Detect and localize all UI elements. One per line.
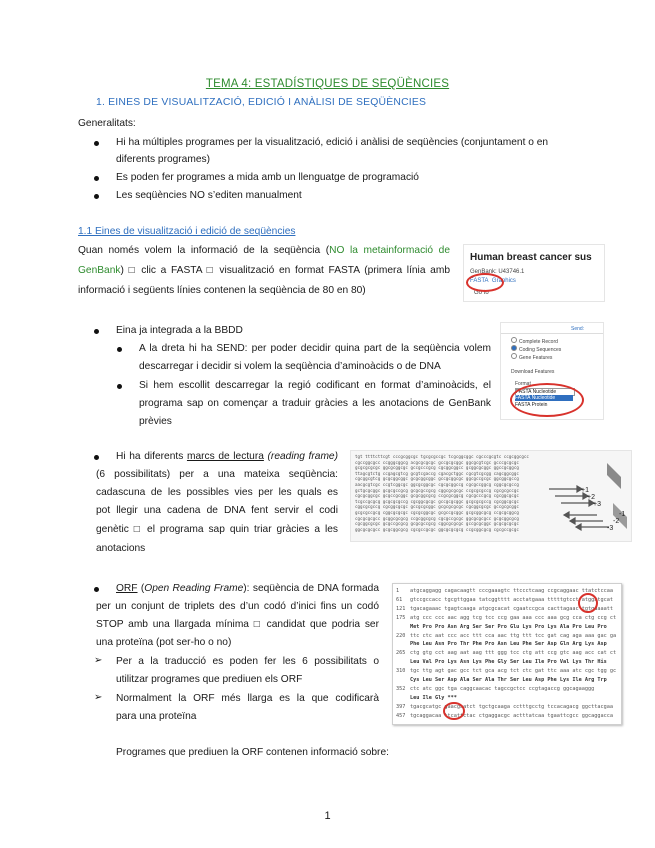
row-sequence: Leu Ile Gly *** (410, 694, 457, 701)
list-item: Per a la traducció es poden fer les 6 possibilitats o (116, 656, 379, 667)
row-sequence: Met Pro Pro Asn Arg Ser Ser Pro Glu Lys Pro Lys Ala Pro Leu Pro (410, 623, 607, 630)
list-item: A la dreta hi ha SEND: per poder decidir quina part de la seqüència volem (139, 343, 491, 354)
sequence-text-block: tgt ttttcttcgt cccgcggcgc tgcgcgccgc tcgcggcggc cgcccgcgtc ccgcggcgcc cgccggcgcc ccgggcggcg acgcgcgcgc gccgcgcggc ggcgcgtcgc gcccgcgcgc gcgcgcgcgc ggcgcggcgc gccgcccgcg cgcggcggcc gcggcgcggc ggccgcggcg ttagcgtctg ccgagcgtcg gcgtcgaccg cgacgctggc cgcgtcgcgg cagcggcggc cgcggcgtcg gcgcggcggc gcgcggcggc gccgcggcgc ggcgccgcgc ggcggcgccg aacgcgtcgc ccgtcggcgc ggcgcggcgc cgcgcggccg cgcgccggcg cggcgcgccg gctgcgcggc gcgcgccgcg gcgcgccgcg cggcgcgcgc ccgcgcgccg cgcgcgccgc cgcgcggcgc gcgccgcggc gcgcggcgcg ccgcgcggcg cgcgcccgcg cgcggcgcgc tcgccgcgcg gcgcgcgccg cgcggcgcgc gccgcgcggc gcgcgcgccg cgcggcgcgc cggcgcgccg cgcggcgcgc gccgcgcggc gcgcgcgcgc cgcggcgcgc gccgcgcggc gcgcgccgcg cggcgcgcgc cgcgcggcgc gcgccgcggc gcgcggcgcg ccgcgcggcg cgcgcgcgcc gcggcgcgcg ccgcggcgcg cgcgccgcgc ggcgcgcgcc gcgcggcgcg cgcggcgcgc gcgccgcgcg gcgcgccgcg cggcgcgcgc gccgcgcggc gcgcgcgcgc ggcgcgcgcc gcgcggcgcg cgcgccgcgc ggcgcgcgcg ccgcggcgcg cgcgccgcgc (355, 454, 529, 532)
start-codon-circle (578, 593, 598, 613)
bullet-icon (94, 587, 99, 592)
stop-codon-circle (443, 702, 465, 720)
list-item: Normalment la ORF més llarga es la que codificarà (116, 693, 379, 704)
paragraph-line: pot llegir una cadena de DNA fent servir el codi (96, 505, 338, 516)
row-number: 220 (396, 632, 406, 639)
row-sequence: atgcaggagg cagacaagtt cccgaaagtc ttccctcaag ccgcaggaac ttatctccaa (410, 588, 614, 594)
format-option-selected[interactable]: FASTA Nucleotide (515, 395, 573, 401)
bullet-icon (94, 176, 99, 181)
option-complete-record[interactable] (511, 337, 558, 345)
list-item-continuation: diferents programes) (116, 154, 210, 165)
frame-label: -2 (613, 518, 620, 525)
paragraph-line (78, 244, 450, 257)
list-item-continuation: programa sap on començar a traduir gràcies a les anotacions de GenBank (139, 398, 491, 409)
row-sequence: ctc atc ggc tga caggcaacac tagccgctcc ccgtagaccg ggcagaaggg (410, 685, 595, 692)
screenshot-heading: Human breast cancer sus (470, 252, 592, 263)
list-item: Les seqüències NO s’editen manualment (116, 190, 302, 201)
row-number: 175 (396, 614, 406, 621)
paragraph-line (78, 264, 450, 277)
text-span: ( (137, 583, 145, 594)
reading-frames-figure (350, 450, 632, 542)
bullet-icon (94, 141, 99, 146)
format-option[interactable]: FASTA Protein (515, 402, 573, 408)
format-select[interactable]: FASTA Nucleotide (515, 388, 575, 396)
text-span: Quan només volem la informació de la seqüència ( (78, 245, 330, 256)
bullet-icon (94, 329, 99, 334)
italic-term: Open Reading Frame (144, 583, 244, 594)
option-label: Coding Sequences (519, 347, 562, 353)
subsection-heading: 1.1 Eines de visualització i edició de seqüències (78, 226, 296, 237)
divider (501, 333, 603, 334)
arrow-bullet-icon: ➢ (94, 692, 103, 703)
row-number: 352 (396, 685, 406, 692)
bullet-icon (117, 384, 122, 389)
graphics-link[interactable]: Graphics (491, 278, 516, 284)
bullet-icon (117, 347, 122, 352)
highlight-circle (466, 273, 504, 292)
paragraph-line: genètic □ el programa sap quin triar gràcies a les (96, 524, 338, 535)
sequence-row (396, 632, 618, 641)
paragraph-line: (6 possibilitats) per a una mateixa seqüència: (96, 469, 338, 480)
row-sequence: ctg gtg cct aag aat aag ttt ggg tcc ctg att ccg gtc aag acc cat ct (410, 650, 617, 657)
row-sequence: tgacgcatgc gaacgaatct tgctgcaaga cctttgcctg tccacagacg ggcttacgaa (410, 703, 614, 710)
bullet-icon (94, 194, 99, 199)
orf-translation-figure (392, 583, 622, 725)
paragraph-line: una proteïna (pot ser-ho o no) (96, 637, 232, 648)
row-number: 121 (396, 605, 406, 612)
option-gene-features[interactable] (511, 353, 552, 361)
option-label: Gene Features (519, 355, 553, 361)
sequence-row (396, 623, 618, 632)
row-sequence: tgacagaaac tgagtcaaga atgcgcacat cgaatccgca cacttagaac tgtgaaaatt (410, 605, 614, 612)
sequence-row (396, 712, 618, 721)
genbank-screenshot (463, 244, 605, 302)
row-sequence: tgcaggacaa ttcattctac ctgaggacgc actttatcaa tgaattcgcc ggcaggacca (410, 712, 614, 719)
highlight-circle (510, 383, 584, 417)
paragraph-line: cadascuna de les possibles vies per les quals es (96, 487, 338, 498)
frame-label: +3 (593, 501, 601, 508)
paragraph-line (116, 450, 338, 463)
paragraph-line: per un conjunt de triplets des d’un codó d’inici fins un codó (96, 601, 379, 612)
download-features-label: Download Features (511, 369, 555, 375)
paragraph-line (116, 582, 379, 595)
page-title: TEMA 4: ESTADÍSTIQUES DE SEQÜÈNCIES (205, 78, 450, 90)
row-sequence: gtccgccacc tgcgttggaa tatcggtttt acctatgaaa tttttgtcct atggatgcat (410, 596, 614, 603)
row-sequence: tgc ttg agt gac gcc tct gca acg tct ctc gat ttc aaa atc cgc tgg gc (410, 668, 617, 675)
row-number: 457 (396, 712, 406, 719)
sequence-row (396, 649, 618, 658)
format-label: Format (515, 381, 531, 387)
underlined-term: ORF (116, 583, 138, 594)
frame-label: -3 (607, 525, 614, 532)
frame-label: -1 (619, 511, 626, 518)
row-sequence: Cys Leu Ser Asp Ala Ser Ala Thr Ser Leu Asp Phe Lys Ile Arg Trp (410, 677, 607, 684)
radio-icon[interactable] (511, 345, 517, 351)
text-span: ) □ clic a FASTA □ visualització en format FASTA (primera línia amb (120, 265, 450, 276)
list-item-continuation: descarregar i decidir si volem la seqüència d’aminoàcids o de DNA (139, 361, 441, 372)
sequence-row (396, 703, 618, 712)
paragraph-line: informació i següents línies contenen la seqüència de 80 en 80) (78, 285, 366, 296)
option-label: Complete Record (519, 339, 558, 345)
paragraph-line: Programes que prediuen la ORF contenen informació sobre: (116, 747, 389, 758)
arrow-bullet-icon: ➢ (94, 655, 103, 666)
text-span: ): seqüència de DNA formada (243, 583, 380, 594)
sequence-row (396, 694, 618, 703)
screenshot-accession: GenBank: U43746.1 (470, 269, 525, 275)
list-item-continuation: utilitzar programes que prediuen els ORF (116, 674, 303, 685)
radio-icon[interactable] (511, 337, 517, 343)
list-item: Eina ja integrada a la BBDD (116, 325, 243, 336)
row-sequence: Leu Val Pro Lys Asn Lys Phe Gly Ser Leu Ile Pro Val Lys Thr His (410, 659, 607, 666)
sequence-row (396, 685, 618, 694)
frame-label: +2 (587, 494, 595, 501)
radio-icon[interactable] (511, 353, 517, 359)
list-item-continuation: para una proteïna (116, 711, 197, 722)
list-item: Es poden fer programes a mida amb un llenguatge de programació (116, 172, 419, 183)
send-menu-screenshot (500, 322, 604, 420)
row-number: 61 (396, 596, 403, 603)
goto-label: Go to (474, 290, 489, 296)
sequence-row (396, 676, 618, 685)
paragraph-line: anotacions (96, 543, 146, 554)
sequence-row (396, 658, 618, 667)
highlight-text: NO la metainformació de (329, 245, 450, 256)
row-sequence: Phe Leu Asn Pro Thr Phe Pro Asn Leu Phe Ser Asp Gln Arg Lys Asp (410, 641, 607, 648)
option-coding-sequences[interactable] (511, 345, 561, 353)
row-sequence: atg ccc ccc aac agg tcg tcc ccg gaa aaa ccc aaa gcg cca ctg ccg ct (410, 614, 617, 621)
sequence-row (396, 614, 618, 623)
sequence-row (396, 667, 618, 676)
sequence-row (396, 640, 618, 649)
bullet-icon (94, 455, 99, 460)
fasta-link[interactable]: FASTA (470, 278, 489, 284)
row-number: 1 (396, 588, 400, 594)
italic-term: (reading frame) (263, 451, 338, 462)
list-item-continuation: prèvies (139, 416, 172, 427)
list-item: Si hem escollit descarregar la regió codificant en format d’aminoàcids, el (139, 380, 491, 391)
row-number: 397 (396, 703, 406, 710)
row-number: 310 (396, 668, 406, 675)
list-item: Hi ha múltiples programes per la visualització, edició i anàlisi de seqüències (conjuntament o en (116, 137, 549, 148)
frame-label: +1 (581, 487, 589, 494)
highlight-text: GenBank (78, 265, 121, 276)
underlined-term: marcs de lectura (186, 451, 264, 462)
send-label[interactable]: Send: (571, 326, 585, 332)
generalitats-label: Generalitats: (78, 118, 136, 129)
section-heading: 1. EINES DE VISUALITZACIÓ, EDICIÓ I ANÀLISI DE SEQÜÈNCIES (96, 97, 427, 108)
paragraph-line: STOP amb una llargada mínima □ candidat que podria ser (96, 619, 379, 630)
row-sequence: ttc ctc aat ccc acc ttt cca aac ttg ttt tcc gat cag aga aaa gac ga (410, 632, 617, 639)
text-span: Hi ha diferents (116, 451, 187, 462)
page-number: 1 (324, 810, 331, 822)
row-number: 265 (396, 650, 406, 657)
